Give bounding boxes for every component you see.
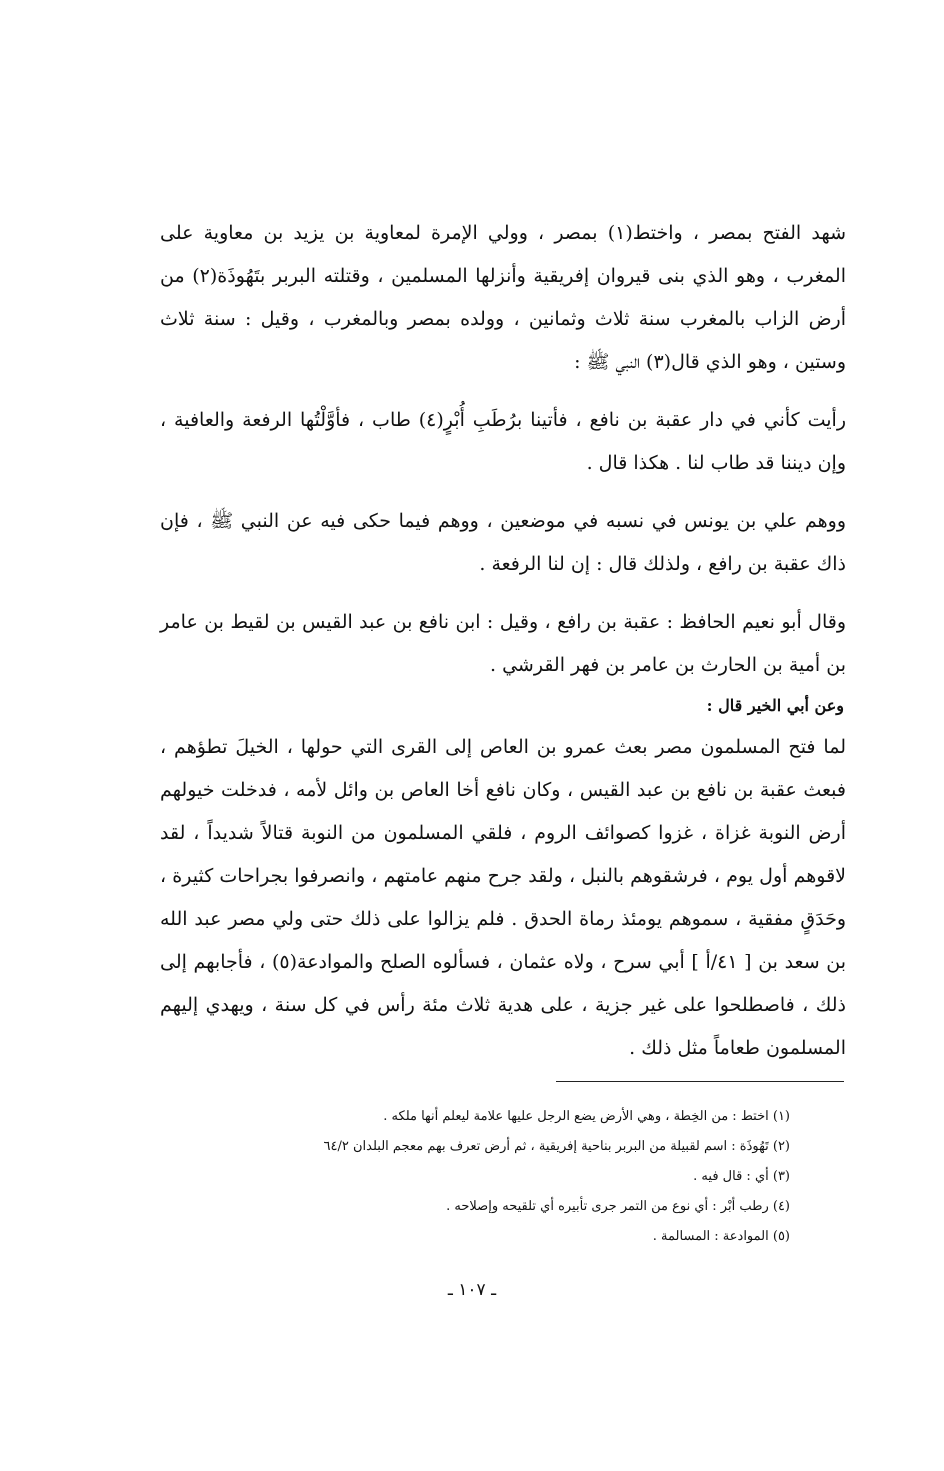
footnote-3: (٣) أي : قال فيه . [693,1169,790,1184]
paragraph-1: شهد الفتح بمصر ، واختط(١) بمصر ، وولي الإمرة لمعاوية بن يزيد بن معاوية على المغرب ، وهو الذي بنى قيروان إفريقية وأنزلها المسلمين ، وقتلته البربر بتَهُوذَة(٢) من أرض الزاب بالمغرب سنة ثلاث وثمانين ، وولده بمصر وبالمغرب ، وقيل : سنة ثلاث وستين ، وهو الذي قال(٣) النبي ﷺ : [160,222,847,373]
footnotes [200,1102,790,1252]
section-heading: وعن أبي الخير قال : [706,696,844,715]
footnote-4: (٤) رطب أبْر : أي نوع من التمر جرى تأبيره أي تلقيحه وإصلاحه . [446,1199,790,1214]
footnote-2: (٢) تَهُوذَة : اسم لقبيلة من البربر بناحية إفريقية ، ثم أرض تعرف بهم معجم البلدان ٦٤/٢ [323,1139,790,1154]
footnote-divider [556,1081,844,1082]
section-text-block [160,726,846,1070]
paragraph-3: ووهم علي بن يونس في نسبه في موضعين ، ووهم فيما حكى فيه عن النبي ﷺ ، فإن ذاك عقبة بن رافع ، ولذلك قال : إن لنا الرفعة . [160,510,846,575]
section-paragraph: لما فتح المسلمون مصر بعث عمرو بن العاص إلى القرى التي حولها ، الخيلَ تطؤهم ، فبعث عقبة بن نافع بن عبد القيس ، وكان نافع أخا العاص بن وائل لأمه ، فدخلت خيولهم أرض النوبة غزاة ، غزوا كصوائف الروم ، فلقي المسلمون من النوبة قتالاً شديداً ، لقد لاقوهم أول يوم ، فرشقوهم بالنبل ، ولقد جرح منهم عامتهم ، وانصرفوا بجراحات كثيرة ، وحَدَقٍ مفقية ، سموهم يومئذ رماة الحدق . فلم يزالوا على ذلك حتى ولي مصر عبد الله بن سعد بن [ ٤١/أ ] أبي سرح ، ولاه عثمان ، فسألوه الصلح والموادعة(٥) ، فأجابهم إلى ذلك ، فاصطلحوا على غير جزية ، على هدية ثلاث مئة رأس في كل سنة ، ويهدي إليهم المسلمون طعاماً مثل ذلك . [160,736,846,1059]
main-text-block [160,212,846,687]
page-number: ـ ١٠٧ ـ [447,1280,497,1300]
paragraph-4: وقال أبو نعيم الحافظ : عقبة بن رافع ، وقيل : ابن نافع بن عبد القيس بن لقيط بن عامر بن أمية بن الحارث بن عامر بن فهر القرشي . [160,611,846,676]
footnote-5: (٥) الموادعة : المسالمة . [652,1229,790,1244]
footnote-1: (١) اختط : من الخِطة ، وهي الأرض يضع الرجل عليها علامة ليعلم أنها ملكه . [383,1109,790,1124]
paragraph-2: رأيت كأني في دار عقبة بن نافع ، فأتينا برُطَبِ أُبْرٍ(٤) طاب ، فأوَّلْتُها الرفعة والعافية ، وإن ديننا قد طاب لنا . هكذا قال . [160,409,847,474]
